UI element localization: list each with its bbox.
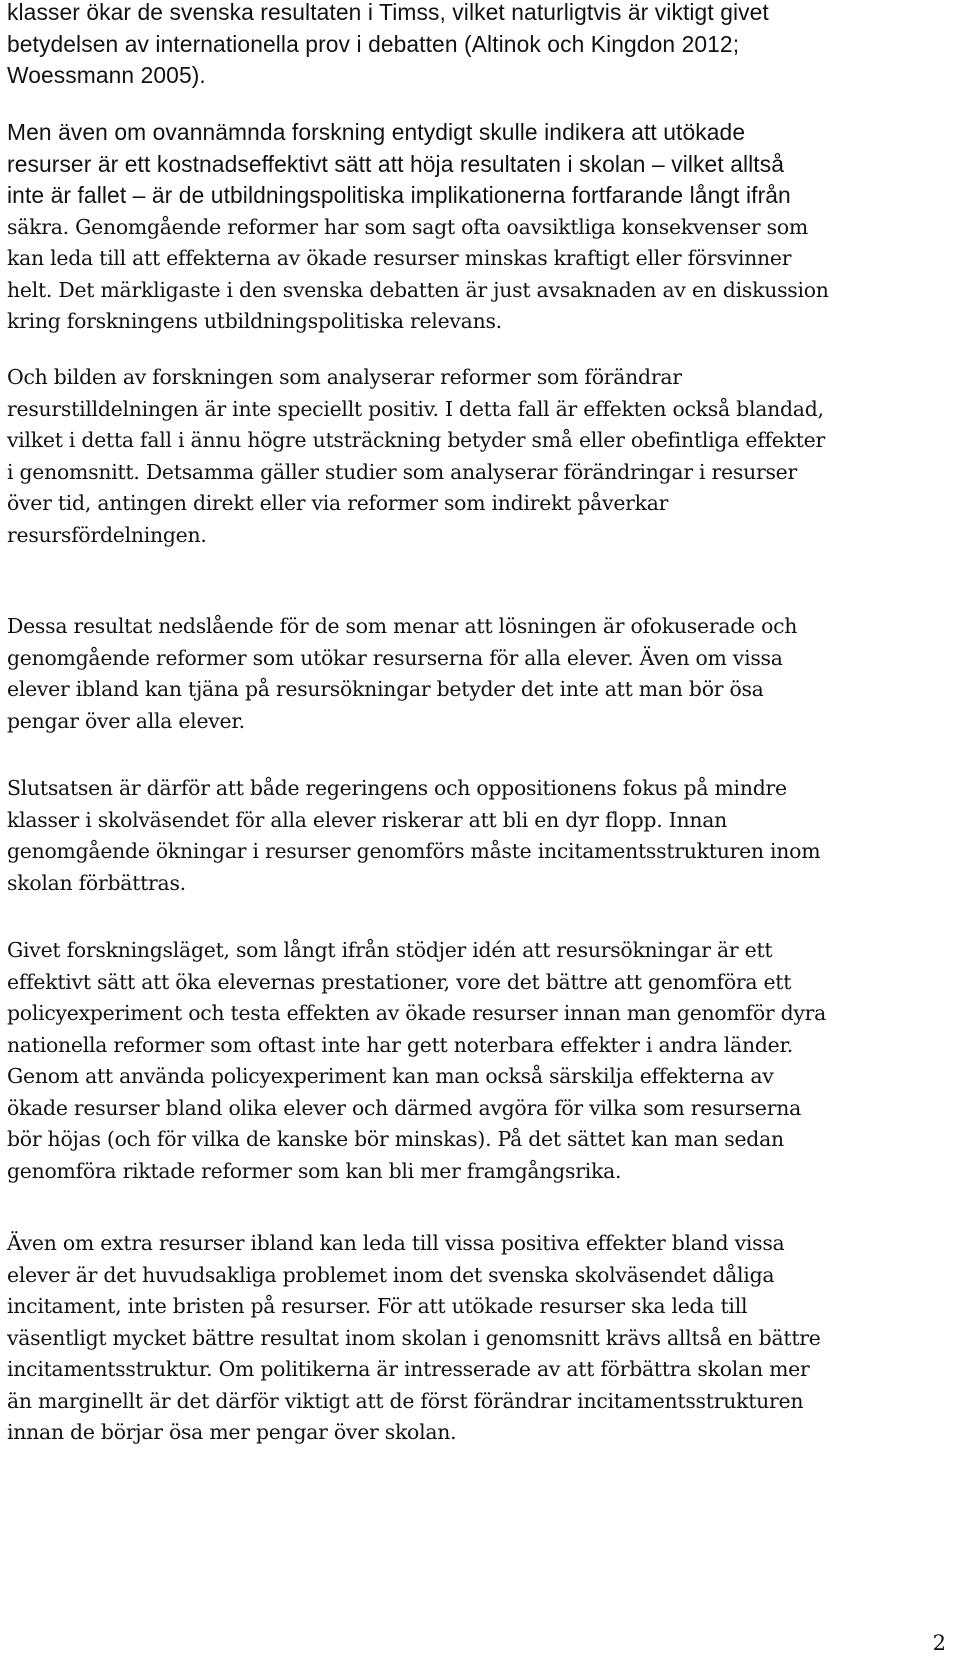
paragraph-line: elever ibland kan tjäna på resursökningar betyder det inte att man bör ösa xyxy=(7,677,764,701)
paragraph-line: Dessa resultat nedslående för de som menar att lösningen är ofokuserade och xyxy=(7,614,798,638)
paragraph-7 xyxy=(7,1228,957,1449)
paragraph-line: bör höjas (och för vilka de kanske bör minskas). På det sättet kan man sedan xyxy=(7,1127,784,1151)
paragraph-line: Och bilden av forskningen som analyserar reformer som förändrar xyxy=(7,365,682,389)
paragraph-line: över tid, antingen direkt eller via reformer som indirekt påverkar xyxy=(7,491,669,515)
paragraph-line: Slutsatsen är därför att både regeringens och oppositionens fokus på mindre xyxy=(7,776,787,800)
paragraph-line: helt. Det märkligaste i den svenska debatten är just avsaknaden av en diskussion xyxy=(7,277,829,302)
paragraph-line: incitamentsstruktur. Om politikerna är intresserade av att förbättra skolan mer xyxy=(7,1357,810,1381)
paragraph-line: skolan förbättras. xyxy=(7,870,186,895)
paragraph-line: ökade resurser bland olika elever och därmed avgöra för vilka som resurserna xyxy=(7,1095,801,1120)
paragraph-1 xyxy=(7,0,957,92)
paragraph-line: Men även om ovannämnda forskning entydigt skulle indikera att utökade xyxy=(7,119,746,145)
paragraph-line: Givet forskningsläget, som långt ifrån stödjer idén att resursökningar är ett xyxy=(7,938,773,962)
paragraph-2 xyxy=(7,117,957,338)
paragraph-line: resursfördelningen. xyxy=(7,522,207,547)
paragraph-3 xyxy=(7,362,957,551)
paragraph-line: Woessmann 2005). xyxy=(7,62,206,88)
paragraph-line: incitament, inte bristen på resurser. För att utökade resurser ska leda till xyxy=(7,1294,748,1318)
paragraph-line: pengar över alla elever. xyxy=(7,708,245,733)
paragraph-line: effektivt sätt att öka elevernas prestationer, vore det bättre att genomföra ett xyxy=(7,969,792,994)
paragraph-line: genomföra riktade reformer som kan bli mer framgångsrika. xyxy=(7,1158,622,1183)
paragraph-line: policyexperiment och testa effekten av ökade resurser innan man genomför dyra xyxy=(7,1001,827,1025)
paragraph-5 xyxy=(7,773,957,899)
paragraph-line: kring forskningens utbildningspolitiska relevans. xyxy=(7,309,502,333)
paragraph-line: Genom att använda policyexperiment kan man också särskilja effekterna av xyxy=(7,1064,774,1088)
paragraph-line: elever är det huvudsakliga problemet inom det svenska skolväsendet dåliga xyxy=(7,1262,775,1287)
paragraph-line: resurstilldelningen är inte speciellt positiv. I detta fall är effekten också blandad, xyxy=(7,396,824,421)
paragraph-line: betydelsen av internationella prov i debatten (Altinok och Kingdon 2012; xyxy=(7,30,740,57)
paragraph-line: kan leda till att effekterna av ökade resurser minskas kraftigt eller försvinner xyxy=(7,246,792,270)
paragraph-line: genomgående reformer som utökar resurserna för alla elever. Även om vissa xyxy=(7,645,783,670)
paragraph-line: väsentligt mycket bättre resultat inom skolan i genomsnitt krävs alltså en bättre xyxy=(7,1325,821,1350)
paragraph-line: klasser ökar de svenska resultaten i Timss, vilket naturligtvis är viktigt givet xyxy=(7,0,769,25)
paragraph-line: Även om extra resurser ibland kan leda till vissa positiva effekter bland vissa xyxy=(7,1231,785,1255)
paragraph-line: säkra. Genomgående reformer har som sagt ofta oavsiktliga konsekvenser som xyxy=(7,214,808,239)
paragraph-line: inte är fallet – är de utbildningspolitiska implikationerna fortfarande långt ifrån xyxy=(7,182,791,208)
paragraph-line: nationella reformer som oftast inte har gett noterbara effekter i andra länder. xyxy=(7,1032,793,1057)
paragraph-line: genomgående ökningar i resurser genomförs måste incitamentsstrukturen inom xyxy=(7,839,821,863)
paragraph-line: än marginellt är det därför viktigt att de först förändrar incitamentsstrukturen xyxy=(7,1388,804,1413)
paragraph-line: vilket i detta fall i ännu högre utsträckning betyder små eller obefintliga effekter xyxy=(7,428,825,452)
paragraph-line: i genomsnitt. Detsamma gäller studier som analyserar förändringar i resurser xyxy=(7,459,797,484)
page-number: 2 xyxy=(932,1631,946,1655)
paragraph-line: klasser i skolväsendet för alla elever riskerar att bli en dyr flopp. Innan xyxy=(7,807,728,832)
paragraph-4 xyxy=(7,611,957,737)
paragraph-line: resurser är ett kostnadseffektivt sätt att höja resultaten i skolan – vilket alltså xyxy=(7,150,785,177)
paragraph-line: innan de börjar ösa mer pengar över skolan. xyxy=(7,1420,457,1444)
paragraph-6 xyxy=(7,935,957,1187)
